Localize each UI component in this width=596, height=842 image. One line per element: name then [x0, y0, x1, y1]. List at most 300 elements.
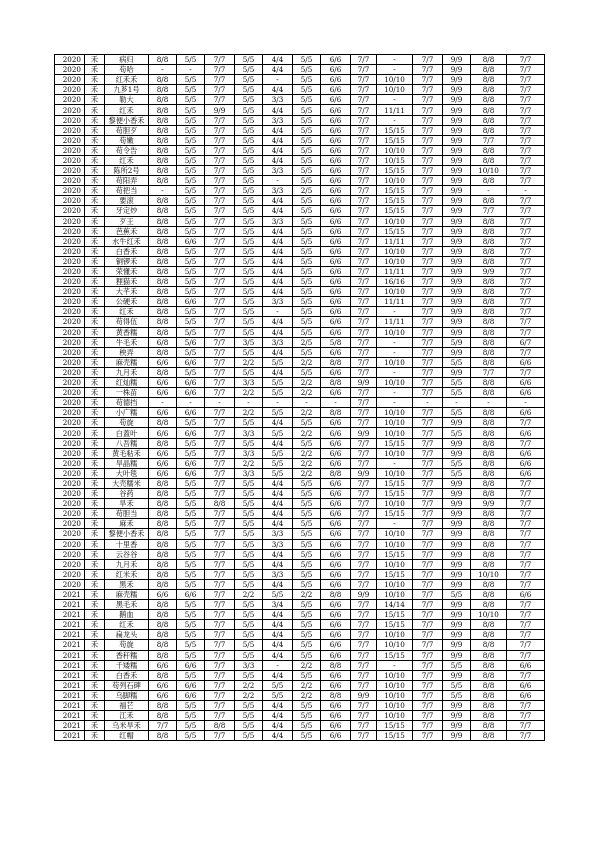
variety-cell: 红米禾	[105, 569, 149, 579]
value-cell: 8/8	[205, 499, 235, 509]
crop-cell: 禾	[85, 246, 105, 256]
value-cell: 5/5	[177, 226, 205, 236]
value-cell: 5/5	[177, 196, 205, 206]
value-cell: 5/5	[177, 448, 205, 458]
value-cell: 5/5	[235, 701, 263, 711]
value-cell: 7/7	[205, 226, 235, 236]
value-cell: -	[443, 398, 471, 408]
value-cell: -	[471, 186, 507, 196]
value-cell: 8/8	[471, 347, 507, 357]
value-cell: 8/8	[471, 549, 507, 559]
value-cell: 4/4	[263, 196, 293, 206]
value-cell: 5/5	[293, 216, 321, 226]
value-cell: 5/5	[293, 256, 321, 266]
value-cell: 8/8	[471, 670, 507, 680]
value-cell: 7/7	[205, 418, 235, 428]
value-cell: 7/7	[205, 186, 235, 196]
value-cell: 6/6	[321, 75, 351, 85]
value-cell: 5/5	[443, 468, 471, 478]
value-cell: 8/8	[149, 478, 177, 488]
value-cell: 5/5	[293, 347, 321, 357]
value-cell: 8/8	[321, 357, 351, 367]
value-cell: 5/5	[293, 539, 321, 549]
value-cell: 3/3	[263, 115, 293, 125]
table-row	[55, 307, 545, 317]
value-cell: 9/9	[443, 176, 471, 186]
value-cell: 4/4	[263, 670, 293, 680]
value-cell: 7/7	[507, 166, 545, 176]
value-cell: 6/6	[321, 105, 351, 115]
value-cell: 8/8	[471, 256, 507, 266]
table-row	[55, 367, 545, 377]
value-cell: 5/5	[235, 620, 263, 630]
value-cell: 8/8	[471, 327, 507, 337]
value-cell: 6/6	[177, 428, 205, 438]
value-cell: 7/7	[507, 519, 545, 529]
value-cell: 9/9	[443, 569, 471, 579]
table-row	[55, 297, 545, 307]
crop-cell: 禾	[85, 115, 105, 125]
value-cell: 8/8	[149, 216, 177, 226]
value-cell: 7/7	[413, 620, 443, 630]
value-cell: 7/7	[507, 55, 545, 65]
value-cell: 7/7	[413, 266, 443, 276]
value-cell: 10/10	[377, 216, 413, 226]
value-cell: 6/6	[177, 458, 205, 468]
value-cell: 5/5	[443, 458, 471, 468]
year-cell: 2020	[55, 277, 85, 287]
value-cell: 10/10	[377, 145, 413, 155]
value-cell: 5/5	[293, 701, 321, 711]
value-cell: 5/5	[177, 327, 205, 337]
variety-cell: 黑毛禾	[105, 600, 149, 610]
value-cell: 10/10	[377, 378, 413, 388]
value-cell: 7/7	[205, 589, 235, 599]
value-cell: 2/2	[293, 428, 321, 438]
value-cell: 7/7	[507, 115, 545, 125]
crop-cell: 禾	[85, 95, 105, 105]
year-cell: 2021	[55, 600, 85, 610]
value-cell: 7/7	[205, 438, 235, 448]
value-cell: 6/6	[321, 145, 351, 155]
value-cell: 6/6	[507, 428, 545, 438]
value-cell: 6/6	[149, 690, 177, 700]
variety-cell: 八吾糯	[105, 438, 149, 448]
value-cell: 9/9	[443, 448, 471, 458]
value-cell: 2/2	[235, 458, 263, 468]
value-cell: 6/6	[177, 297, 205, 307]
value-cell: 3/3	[263, 569, 293, 579]
year-cell: 2020	[55, 478, 85, 488]
value-cell: 7/7	[413, 256, 443, 266]
year-cell: 2020	[55, 65, 85, 75]
value-cell: 7/7	[351, 620, 377, 630]
value-cell: 8/8	[149, 95, 177, 105]
value-cell: 5/5	[293, 610, 321, 620]
variety-cell: 苟胆当	[105, 509, 149, 519]
variety-cell: 谷药	[105, 489, 149, 499]
value-cell: 8/8	[471, 418, 507, 428]
value-cell: 5/5	[293, 650, 321, 660]
value-cell: 5/5	[177, 559, 205, 569]
value-cell: 5/5	[293, 176, 321, 186]
value-cell: 7/7	[413, 448, 443, 458]
value-cell: 7/7	[507, 539, 545, 549]
value-cell: 7/7	[351, 408, 377, 418]
value-cell: 5/5	[263, 448, 293, 458]
value-cell: 7/7	[507, 529, 545, 539]
crop-cell: 禾	[85, 236, 105, 246]
value-cell: 7/7	[413, 408, 443, 418]
value-cell: 6/6	[321, 630, 351, 640]
value-cell: 9/9	[443, 115, 471, 125]
value-cell: 7/7	[351, 216, 377, 226]
year-cell: 2021	[55, 701, 85, 711]
variety-cell: 大芊禾	[105, 287, 149, 297]
value-cell: 7/7	[413, 135, 443, 145]
value-cell: 8/8	[321, 589, 351, 599]
value-cell: 7/7	[205, 468, 235, 478]
value-cell: 7/7	[205, 579, 235, 589]
value-cell: 7/7	[413, 539, 443, 549]
value-cell: 8/8	[149, 367, 177, 377]
value-cell: 6/6	[321, 226, 351, 236]
year-cell: 2020	[55, 458, 85, 468]
value-cell: 5/5	[235, 630, 263, 640]
value-cell: 8/8	[471, 519, 507, 529]
value-cell: 6/6	[321, 287, 351, 297]
value-cell: 4/4	[263, 256, 293, 266]
value-cell: 7/7	[351, 246, 377, 256]
table-row	[55, 670, 545, 680]
variety-cell: 麻壳糯	[105, 589, 149, 599]
table-row	[55, 620, 545, 630]
table-row	[55, 509, 545, 519]
table-row	[55, 256, 545, 266]
value-cell: 7/7	[507, 569, 545, 579]
year-cell: 2020	[55, 357, 85, 367]
crop-cell: 禾	[85, 529, 105, 539]
variety-cell: 九月禾	[105, 559, 149, 569]
value-cell: 7/7	[351, 640, 377, 650]
value-cell: 7/7	[413, 166, 443, 176]
value-cell: 7/7	[471, 206, 507, 216]
variety-cell: 福芒	[105, 701, 149, 711]
crop-cell: 禾	[85, 408, 105, 418]
value-cell: 5/5	[293, 499, 321, 509]
crop-cell: 禾	[85, 166, 105, 176]
value-cell: -	[377, 55, 413, 65]
value-cell: 8/8	[471, 589, 507, 599]
value-cell: 9/9	[443, 438, 471, 448]
value-cell: 3/3	[263, 529, 293, 539]
value-cell: 5/5	[177, 347, 205, 357]
value-cell: 7/7	[351, 347, 377, 357]
value-cell: 10/10	[377, 680, 413, 690]
crop-cell: 禾	[85, 428, 105, 438]
year-cell: 2020	[55, 347, 85, 357]
variety-cell: 红禾	[105, 620, 149, 630]
value-cell: 7/7	[205, 569, 235, 579]
value-cell: 6/6	[177, 357, 205, 367]
value-cell: 8/8	[149, 115, 177, 125]
value-cell: 7/7	[351, 539, 377, 549]
value-cell: 10/10	[377, 670, 413, 680]
value-cell: 5/5	[177, 155, 205, 165]
value-cell: 7/7	[351, 55, 377, 65]
value-cell: 3/3	[263, 539, 293, 549]
value-cell: 8/8	[471, 509, 507, 519]
value-cell: 3/3	[235, 378, 263, 388]
value-cell: 6/6	[321, 266, 351, 276]
value-cell: 10/10	[377, 539, 413, 549]
value-cell: 7/7	[351, 135, 377, 145]
crop-cell: 禾	[85, 559, 105, 569]
value-cell: 4/4	[263, 731, 293, 741]
value-cell: 3/3	[263, 186, 293, 196]
value-cell: 7/7	[351, 680, 377, 690]
value-cell: 5/5	[235, 549, 263, 559]
year-cell: 2020	[55, 509, 85, 519]
value-cell: 7/7	[413, 145, 443, 155]
variety-cell: 十里香	[105, 539, 149, 549]
value-cell: 6/6	[321, 125, 351, 135]
value-cell: 6/6	[149, 468, 177, 478]
value-cell: 7/7	[205, 236, 235, 246]
table-row	[55, 65, 545, 75]
value-cell: 5/5	[177, 176, 205, 186]
value-cell: 8/8	[149, 307, 177, 317]
value-cell: 7/7	[351, 610, 377, 620]
value-cell: 2/2	[235, 680, 263, 690]
value-cell: 7/7	[351, 256, 377, 266]
value-cell: 7/7	[205, 145, 235, 155]
value-cell: 4/4	[263, 226, 293, 236]
value-cell: 8/8	[471, 448, 507, 458]
value-cell: 6/6	[177, 660, 205, 670]
value-cell: 10/10	[377, 408, 413, 418]
value-cell: 5/5	[235, 155, 263, 165]
year-cell: 2020	[55, 155, 85, 165]
value-cell: 7/7	[413, 125, 443, 135]
value-cell: 11/11	[377, 266, 413, 276]
value-cell: 8/8	[149, 569, 177, 579]
crop-cell: 禾	[85, 610, 105, 620]
value-cell: 2/2	[293, 408, 321, 418]
value-cell: 7/7	[205, 347, 235, 357]
variety-cell: 要滚	[105, 196, 149, 206]
value-cell: 7/7	[507, 489, 545, 499]
value-cell: 8/8	[149, 155, 177, 165]
value-cell: 5/5	[235, 640, 263, 650]
value-cell: 7/7	[413, 640, 443, 650]
value-cell: -	[177, 65, 205, 75]
value-cell: 8/8	[149, 600, 177, 610]
value-cell: 7/7	[205, 256, 235, 266]
value-cell: 8/8	[149, 327, 177, 337]
value-cell: 9/9	[443, 166, 471, 176]
value-cell: 8/8	[471, 307, 507, 317]
year-cell: 2020	[55, 105, 85, 115]
value-cell: 5/5	[235, 731, 263, 741]
value-cell: 7/7	[413, 721, 443, 731]
variety-cell: 苟把当	[105, 186, 149, 196]
value-cell: -	[149, 65, 177, 75]
value-cell: 8/8	[471, 155, 507, 165]
value-cell: 9/9	[443, 246, 471, 256]
year-cell: 2021	[55, 620, 85, 630]
value-cell: 5/9	[443, 337, 471, 347]
table-row	[55, 75, 545, 85]
value-cell: 5/5	[263, 408, 293, 418]
value-cell: 9/9	[443, 610, 471, 620]
value-cell: 7/7	[507, 266, 545, 276]
table-row	[55, 499, 545, 509]
crop-cell: 禾	[85, 499, 105, 509]
value-cell: 9/9	[443, 256, 471, 266]
value-cell: 5/5	[263, 690, 293, 700]
value-cell: 6/6	[321, 458, 351, 468]
value-cell: 4/4	[263, 640, 293, 650]
value-cell: 6/6	[149, 660, 177, 670]
crop-cell: 禾	[85, 478, 105, 488]
value-cell: 8/8	[149, 640, 177, 650]
year-cell: 2020	[55, 388, 85, 398]
value-cell: 15/15	[377, 125, 413, 135]
value-cell: 2/2	[235, 408, 263, 418]
value-cell: 6/6	[177, 589, 205, 599]
value-cell: 6/6	[149, 428, 177, 438]
value-cell: 5/5	[235, 499, 263, 509]
value-cell: 7/7	[205, 388, 235, 398]
value-cell: 9/9	[351, 589, 377, 599]
value-cell: 5/5	[177, 721, 205, 731]
value-cell: 7/7	[471, 135, 507, 145]
variety-cell: 勒大	[105, 95, 149, 105]
value-cell: 7/7	[413, 660, 443, 670]
table-row	[55, 721, 545, 731]
value-cell: 7/7	[413, 85, 443, 95]
value-cell: 5/5	[177, 569, 205, 579]
variety-cell: 苟令告	[105, 145, 149, 155]
value-cell: 6/6	[149, 357, 177, 367]
value-cell: 5/5	[293, 206, 321, 216]
value-cell: 4/4	[263, 489, 293, 499]
value-cell: 6/6	[177, 690, 205, 700]
year-cell: 2020	[55, 468, 85, 478]
value-cell: 7/7	[351, 75, 377, 85]
crop-cell: 禾	[85, 277, 105, 287]
value-cell: 5/5	[293, 418, 321, 428]
crop-cell: 禾	[85, 539, 105, 549]
value-cell: 5/5	[263, 428, 293, 438]
value-cell: 8/8	[149, 105, 177, 115]
value-cell: 2/2	[293, 388, 321, 398]
value-cell: 5/5	[235, 600, 263, 610]
value-cell: 9/9	[443, 509, 471, 519]
value-cell: 7/7	[413, 610, 443, 620]
crop-cell: 禾	[85, 388, 105, 398]
value-cell: 7/7	[351, 155, 377, 165]
year-cell: 2021	[55, 589, 85, 599]
year-cell: 2020	[55, 55, 85, 65]
value-cell: 9/9	[443, 620, 471, 630]
value-cell: 5/5	[293, 277, 321, 287]
value-cell: 4/4	[263, 650, 293, 660]
value-cell: 5/5	[235, 65, 263, 75]
value-cell: 5/5	[293, 85, 321, 95]
value-cell: 15/15	[377, 721, 413, 731]
value-cell: 4/4	[263, 347, 293, 357]
value-cell: 6/6	[507, 357, 545, 367]
value-cell: 7/7	[413, 55, 443, 65]
value-cell: 7/7	[205, 196, 235, 206]
value-cell: 15/15	[377, 135, 413, 145]
value-cell: 6/6	[321, 448, 351, 458]
value-cell: 9/9	[443, 95, 471, 105]
value-cell: 8/8	[471, 630, 507, 640]
value-cell: 4/4	[263, 418, 293, 428]
value-cell: 7/7	[507, 610, 545, 620]
value-cell: 7/7	[413, 155, 443, 165]
value-cell: 5/5	[293, 721, 321, 731]
value-cell: 6/7	[507, 337, 545, 347]
value-cell: 5/5	[235, 287, 263, 297]
year-cell: 2021	[55, 610, 85, 620]
value-cell: 7/7	[205, 307, 235, 317]
value-cell: 8/8	[321, 468, 351, 478]
value-cell: 6/6	[321, 388, 351, 398]
table-row	[55, 105, 545, 115]
value-cell: 5/5	[177, 135, 205, 145]
value-cell: 7/7	[413, 347, 443, 357]
variety-cell: 牛毛禾	[105, 337, 149, 347]
year-cell: 2020	[55, 246, 85, 256]
value-cell: 7/7	[205, 95, 235, 105]
variety-cell: 铜锣禾	[105, 256, 149, 266]
value-cell: 5/5	[177, 206, 205, 216]
value-cell: 9/9	[443, 287, 471, 297]
crop-cell: 禾	[85, 216, 105, 226]
value-cell: 10/10	[471, 610, 507, 620]
variety-cell: 旱禾	[105, 499, 149, 509]
value-cell: 7/7	[507, 721, 545, 731]
crop-cell: 禾	[85, 186, 105, 196]
value-cell: 5/5	[293, 125, 321, 135]
value-cell: 6/6	[177, 378, 205, 388]
value-cell: 4/4	[263, 478, 293, 488]
crop-cell: 禾	[85, 135, 105, 145]
value-cell: 4/4	[263, 438, 293, 448]
value-cell: 7/7	[205, 529, 235, 539]
value-cell: 7/7	[507, 670, 545, 680]
value-cell: 7/7	[507, 226, 545, 236]
value-cell: 7/7	[205, 428, 235, 438]
value-cell: 8/8	[471, 216, 507, 226]
value-cell: -	[377, 388, 413, 398]
value-cell: 7/7	[351, 287, 377, 297]
value-cell: 7/7	[351, 569, 377, 579]
value-cell: 5/5	[177, 549, 205, 559]
value-cell: 7/7	[413, 478, 443, 488]
value-cell: 6/6	[321, 85, 351, 95]
value-cell: 8/8	[149, 539, 177, 549]
value-cell: 10/10	[377, 529, 413, 539]
year-cell: 2020	[55, 266, 85, 276]
year-cell: 2020	[55, 196, 85, 206]
value-cell: 5/5	[235, 266, 263, 276]
value-cell: 6/6	[321, 489, 351, 499]
